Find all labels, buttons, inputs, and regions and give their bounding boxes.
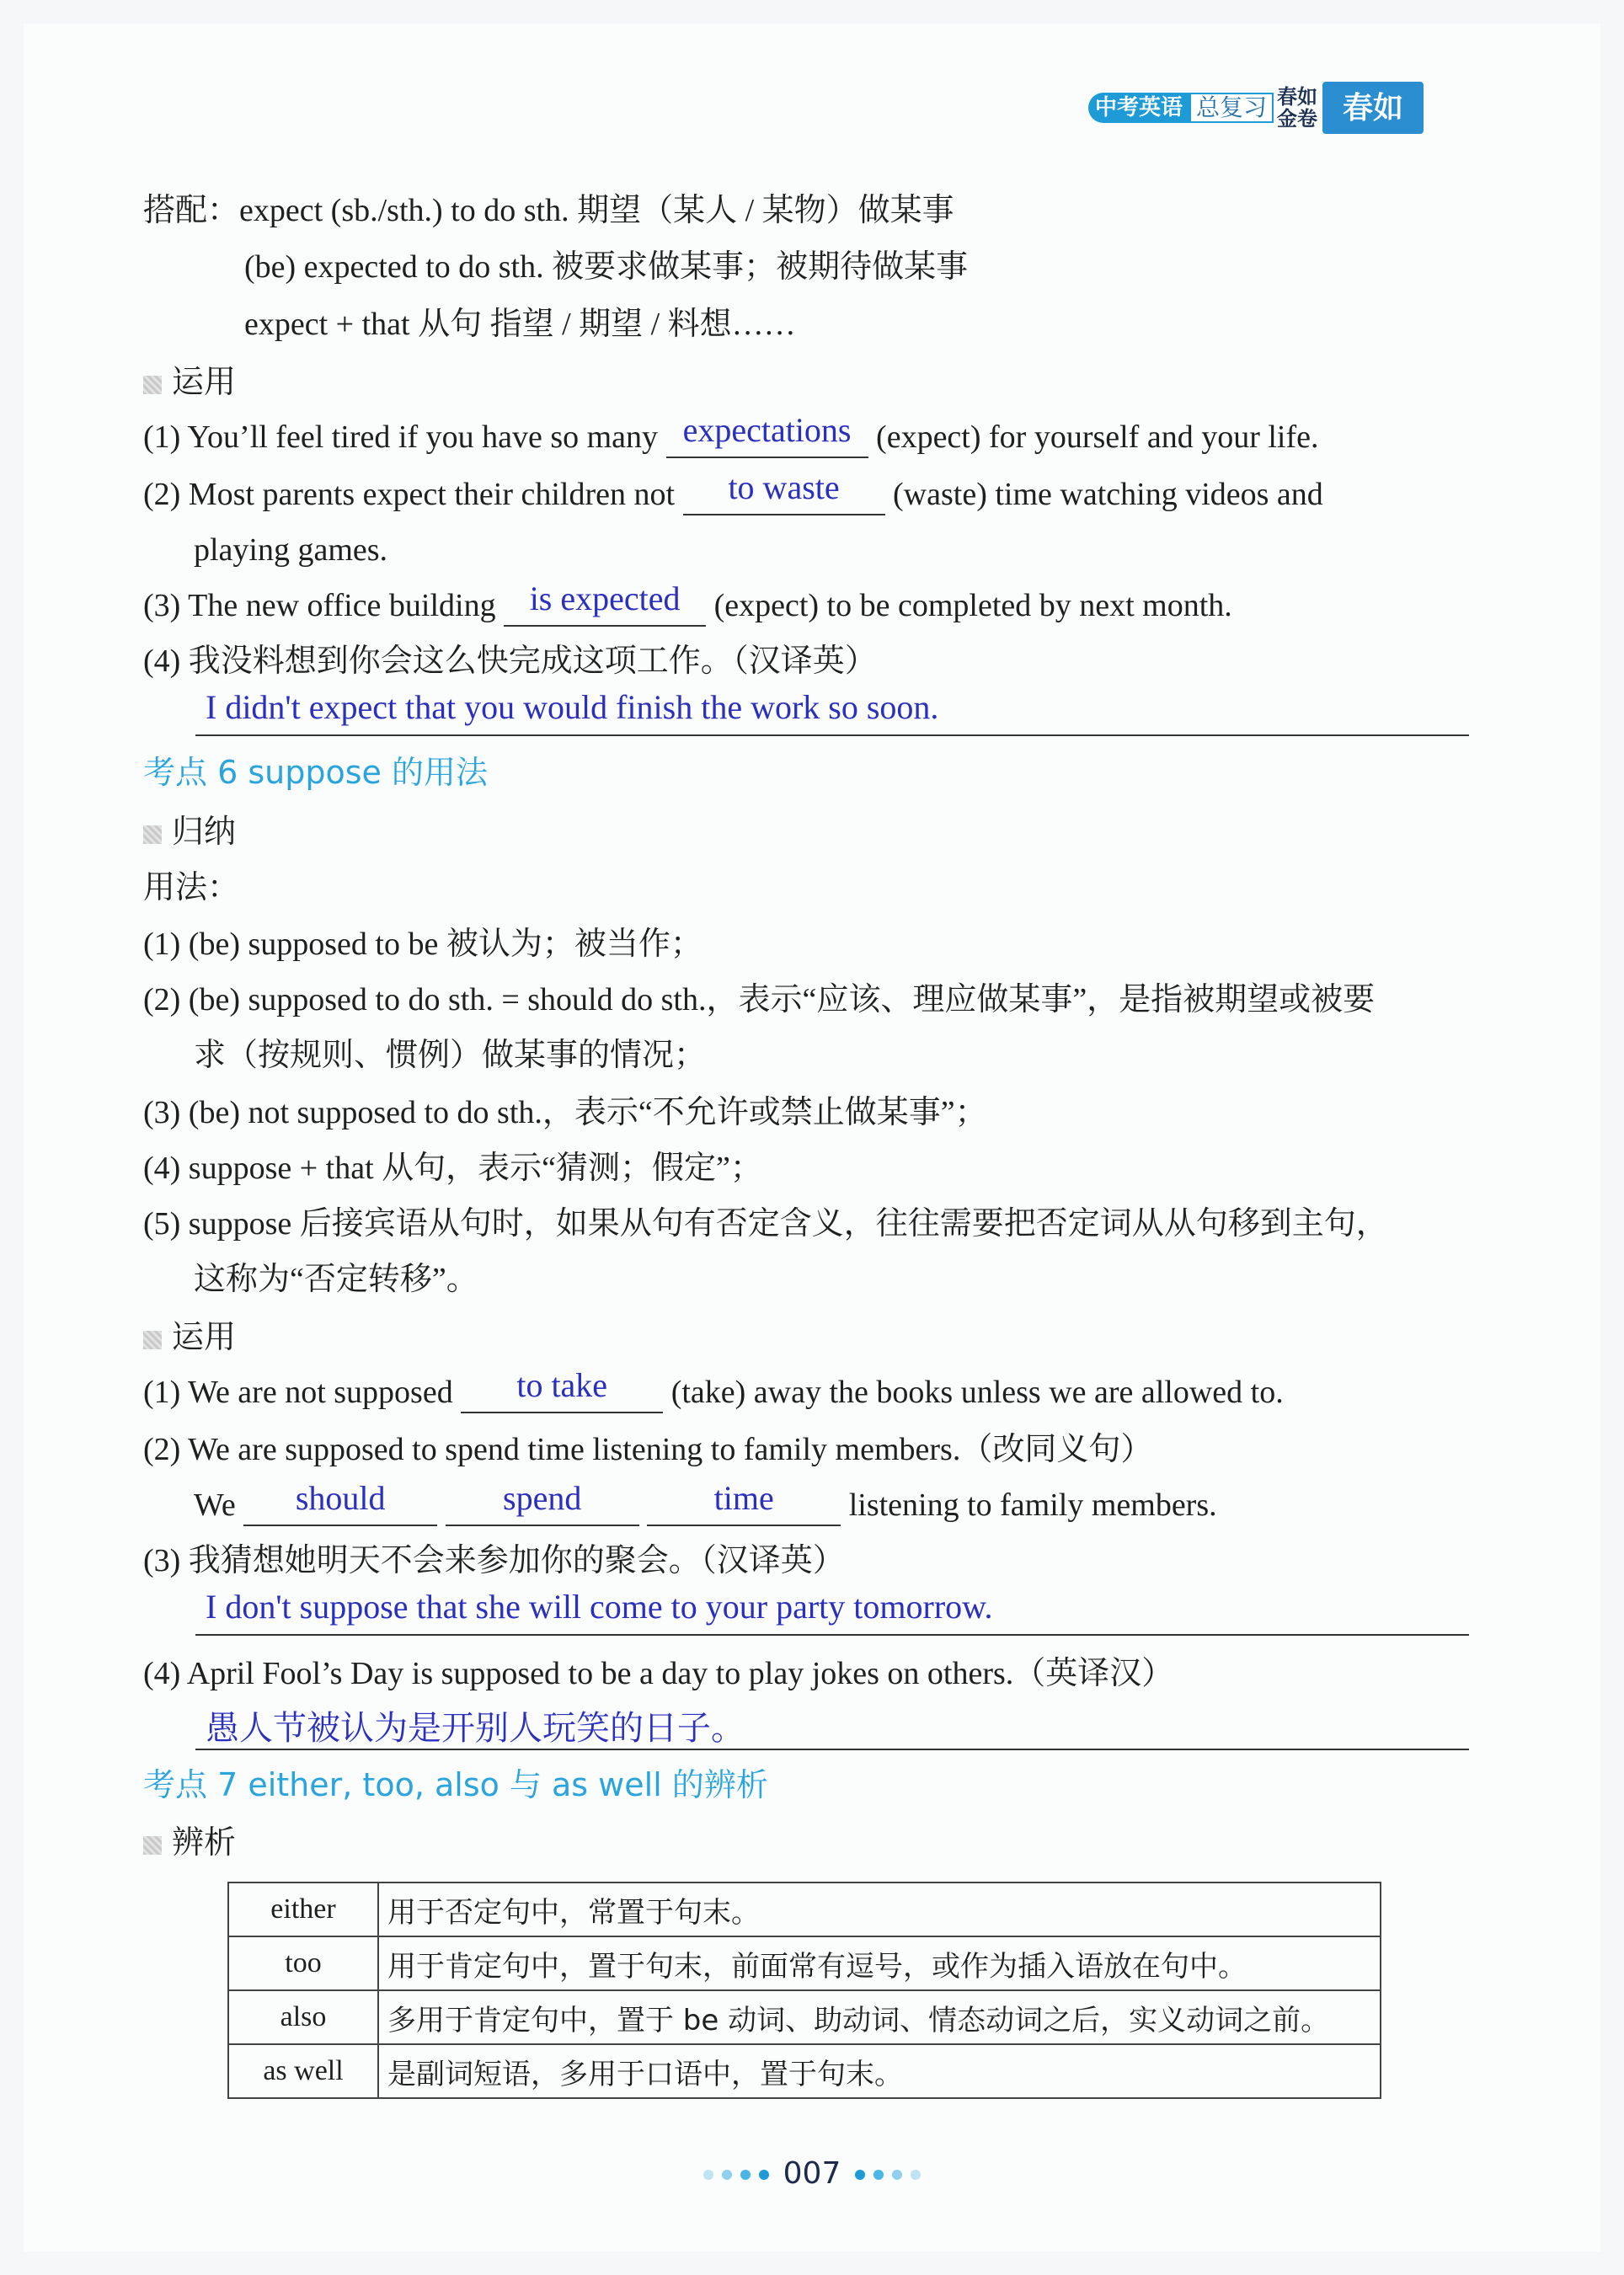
answer: I didn't expect that you would finish the work so soon. [206, 688, 939, 726]
section-title-kp6: 考点 6 suppose 的用法 [143, 754, 488, 791]
dot-icon [740, 2170, 751, 2180]
collocation-line-1: 搭配：expect (sb./sth.) to do sth. 期望（某人 / 某物）做某事 [143, 191, 954, 228]
brand-mark-icon: 春如 [1322, 82, 1424, 134]
collocation-line-3: expect + that 从句 指望 / 期望 / 料想…… [244, 307, 796, 342]
usage-2-cont: 求（按规则、惯例）做某事的情况； [194, 1038, 707, 1073]
answer: spend [503, 1479, 582, 1517]
answer: to take [516, 1366, 608, 1404]
brand-name: 春如 金卷 [1277, 85, 1318, 131]
header-logo [1088, 81, 1469, 135]
answer: to waste [728, 468, 840, 506]
exercise-1: (1) You’ll feel tired if you have so many expectations (expect) for yourself and your life. [143, 416, 1319, 458]
exercise-3: (3) The new office building is expected (expect) to be completed by next month. [143, 585, 1232, 627]
answer: should [295, 1479, 386, 1517]
exercise-2-cont: playing games. [194, 532, 388, 568]
square-bullet-icon [143, 376, 162, 394]
usage-2: (2) (be) supposed to do sth. = should do sth.，表示“应该、理应做某事”，是指被期望或被要 [143, 982, 1376, 1017]
square-bullet-icon [143, 1836, 162, 1855]
square-bullet-icon [143, 1331, 162, 1349]
exercise-3: (3) 我猜想她明天不会来参加你的聚会。（汉译英） [143, 1543, 845, 1578]
usage-5-cont: 这称为“否定转移”。 [194, 1262, 478, 1297]
usage-5: (5) suppose 后接宾语从句时，如果从句有否定含义，往往需要把否定词从从句移到主句， [143, 1206, 1388, 1242]
collocation-line-2: (be) expected to do sth. 被要求做某事；被期待做某事 [244, 249, 969, 285]
answer: I don't suppose that she will come to your party tomorrow. [206, 1588, 993, 1626]
section-heading-use: 运用 [143, 360, 236, 403]
section-heading-use: 运用 [143, 1316, 236, 1358]
answer: expectations [682, 411, 852, 449]
table-row: too 用于肯定句中，置于句末，前面常有逗号，或作为插入语放在句中。 [228, 1936, 1381, 1990]
usage-3: (3) (be) not supposed to do sth.，表示“不允许或禁止做某事”； [143, 1095, 987, 1130]
exercise-2: (2) Most parents expect their children not to waste (waste) time watching videos and [143, 473, 1323, 515]
table-row: as well 是副词短语，多用于口语中，置于句末。 [228, 2044, 1381, 2098]
dot-icon [703, 2170, 713, 2180]
answer: is expected [529, 579, 681, 617]
exercise-1: (1) We are not supposed to take (take) away the books unless we are allowed to. [143, 1371, 1284, 1413]
series-label: 中考英语 [1088, 93, 1189, 123]
exercise-4: (4) 我没料想到你会这么快完成这项工作。（汉译英） [143, 644, 877, 679]
dot-icon [855, 2170, 865, 2180]
subject-label: 总复习 [1189, 93, 1274, 123]
answer-line [195, 689, 1469, 736]
table-row: also 多用于肯定句中，置于 be 动词、助动词、情态动词之后，实义动词之前。 [228, 1990, 1381, 2044]
exercise-4: (4) April Fool’s Day is supposed to be a day to play jokes on others.（英译汉） [143, 1656, 1174, 1691]
dot-icon [759, 2170, 769, 2180]
usage-label: 用法： [143, 868, 240, 905]
dot-icon [911, 2170, 921, 2180]
dot-icon [722, 2170, 732, 2180]
answer-line [195, 1703, 1469, 1750]
answer-line [195, 1589, 1469, 1636]
section-heading-analysis: 辨析 [143, 1821, 236, 1863]
answer: time [713, 1479, 774, 1517]
section-title-kp7: 考点 7 either, too, also 与 as well 的辨析 [143, 1766, 768, 1803]
dot-icon [873, 2170, 884, 2180]
square-bullet-icon [143, 825, 162, 844]
comparison-table [227, 1882, 1381, 2099]
page-number: 007 [0, 2156, 1624, 2191]
table-row: either 用于否定句中，常置于句末。 [228, 1882, 1381, 1936]
dot-icon [892, 2170, 902, 2180]
usage-1: (1) (be) supposed to be 被认为；被当作； [143, 927, 702, 962]
exercise-2-answer: We should spend time listening to family members. [194, 1484, 1217, 1526]
exercise-2: (2) We are supposed to spend time listening to family members.（改同义句） [143, 1432, 1153, 1467]
answer: 愚人节被认为是开别人玩笑的日子。 [206, 1709, 745, 1748]
usage-4: (4) suppose + that 从句，表示“猜测；假定”； [143, 1151, 762, 1186]
section-heading-summary: 归纳 [143, 810, 236, 852]
